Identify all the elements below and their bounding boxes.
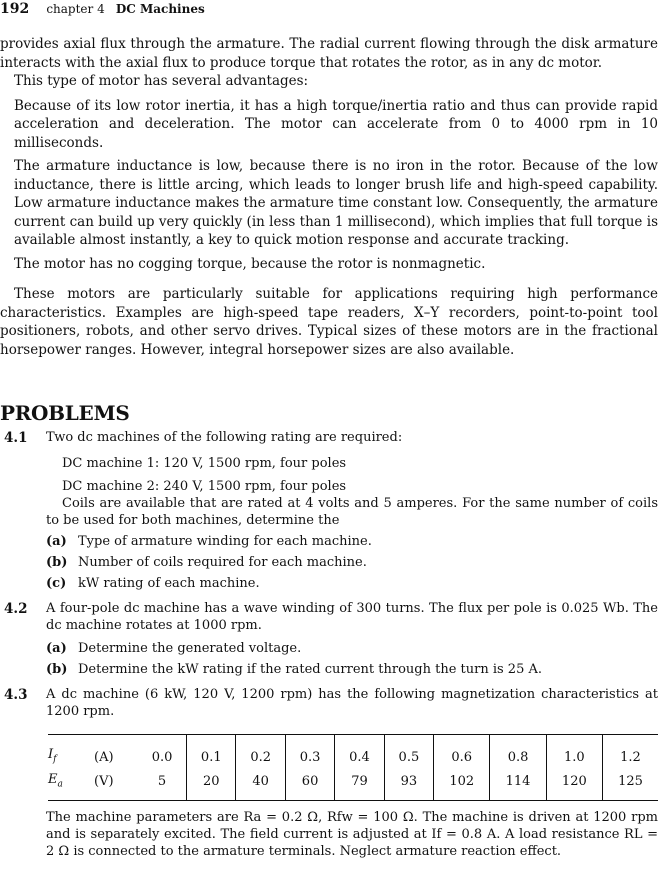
closing-paragraph: These motors are particularly suitable for applications requiring high performance characteristics. Examples are high-speed tape readers, X–Y recorders, point-to-point tool positioners, robots, and other servo drives. Typical sizes of these motors are in the fractional horsepower ranges. However, integral horsepower sizes are also available. <box>0 286 658 358</box>
chapter-title: DC Machines <box>115 2 205 16</box>
table-cell: 102 <box>434 770 490 801</box>
table-row-ea <box>48 770 658 801</box>
intro-paragraph: provides axial flux through the armature. The radial current flowing through the disk armature interacts with the axial flux to produce torque that rotates the rotor, as in any dc motor. <box>0 36 658 71</box>
table-cell: 0.3 <box>285 735 334 770</box>
part-label: (b) <box>46 555 68 570</box>
part-text: Number of coils required for each machine. <box>78 555 367 570</box>
part-label: (a) <box>46 641 67 656</box>
advantage-item: Because of its low rotor inertia, it has a high torque/inertia ratio and thus can provide rapid acceleration and deceleration. The motor can accelerate from 0 to 4000 rpm in 10 milliseconds. <box>14 97 658 151</box>
part-label: (c) <box>46 576 67 591</box>
table-cell: 20 <box>187 770 236 801</box>
problem-text: A dc machine (6 kW, 120 V, 1200 rpm) has the following magnetization characteristics at 1200 rpm. <box>46 687 658 719</box>
problem-number: 4.1 <box>4 430 28 446</box>
part-label: (a) <box>46 534 67 549</box>
table-cell: 0.5 <box>384 735 433 770</box>
body-text <box>0 35 658 860</box>
advantage-item: The motor has no cogging torque, because the rotor is nonmagnetic. <box>14 255 486 272</box>
machine-2-rating: DC machine 2: 240 V, 1500 rpm, four poles <box>62 479 347 494</box>
problem-text: A four-pole dc machine has a wave winding of 300 turns. The flux per pole is 0.025 Wb. The dc machine rotates at 1000 rpm. <box>46 601 658 633</box>
table-cell: 0.2 <box>236 735 285 770</box>
table-cell: 79 <box>335 770 384 801</box>
table-cell: 125 <box>602 770 658 801</box>
page-number: 192 <box>0 1 30 17</box>
table-cell: 120 <box>546 770 602 801</box>
advantages-lead: This type of motor has several advantages: <box>14 73 309 89</box>
machine-parameters-text: The machine parameters are Ra = 0.2 Ω, Rfw = 100 Ω. The machine is driven at 1200 rpm and is separately excited. The field current is adjusted at If = 0.8 A. A load resistance RL = 2 Ω is connected to the armature terminals. Neglect armature reaction effect. <box>46 810 658 860</box>
part-a <box>46 533 658 550</box>
part-text: kW rating of each machine. <box>78 576 260 591</box>
problem-text: Two dc machines of the following rating are required: <box>46 430 403 445</box>
part-text: Determine the generated voltage. <box>78 641 302 656</box>
table-cell: 0.4 <box>335 735 384 770</box>
part-a <box>46 640 658 657</box>
part-b <box>46 661 658 678</box>
table-cell: 40 <box>236 770 285 801</box>
table-cell: 60 <box>285 770 334 801</box>
problems-heading: PROBLEMS <box>0 401 130 425</box>
table-cell: 0.0 <box>151 749 173 765</box>
running-header <box>0 0 205 17</box>
problem-number: 4.3 <box>4 687 28 703</box>
row-unit: (V) <box>94 774 114 790</box>
part-label: (b) <box>46 662 68 677</box>
row-unit: (A) <box>94 749 114 765</box>
chapter-label: chapter 4 <box>46 2 105 16</box>
table-cell: 114 <box>490 770 546 801</box>
machine-1-rating: DC machine 1: 120 V, 1500 rpm, four poles <box>62 456 347 471</box>
part-text: Determine the kW rating if the rated current through the turn is 25 A. <box>78 662 542 677</box>
part-text: Type of armature winding for each machine. <box>78 534 372 549</box>
problem-4-2 <box>0 600 658 678</box>
table-cell: 0.6 <box>434 735 490 770</box>
part-b <box>46 554 658 571</box>
table-row-if <box>48 735 658 770</box>
problem-4-3 <box>0 686 658 720</box>
table-cell: 93 <box>384 770 433 801</box>
table-cell: 5 <box>157 774 167 790</box>
magnetization-table <box>48 734 658 801</box>
problem-4-1 <box>0 429 658 592</box>
table-cell: 0.1 <box>187 735 236 770</box>
part-c <box>46 575 658 592</box>
coils-text: Coils are available that are rated at 4 volts and 5 amperes. For the same number of coils to be used for both machines, determine the <box>46 496 658 528</box>
table-cell: 0.8 <box>490 735 546 770</box>
table-cell: 1.2 <box>602 735 658 770</box>
advantage-item: The armature inductance is low, because there is no iron in the rotor. Because of the low inductance, there is little arcing, which leads to longer brush life and high-speed capability. Low armature inductance makes the armature time constant low. Consequently, the armature current can build up very quickly (in less than 1 millisecond), which implies that full torque is available almost instantly, a key to quick motion response and accurate tracking. <box>14 158 658 248</box>
row-symbol: $I_f$ <box>48 747 57 765</box>
table-cell: 1.0 <box>546 735 602 770</box>
problem-number: 4.2 <box>4 601 28 617</box>
row-symbol: $E_a$ <box>48 771 63 790</box>
